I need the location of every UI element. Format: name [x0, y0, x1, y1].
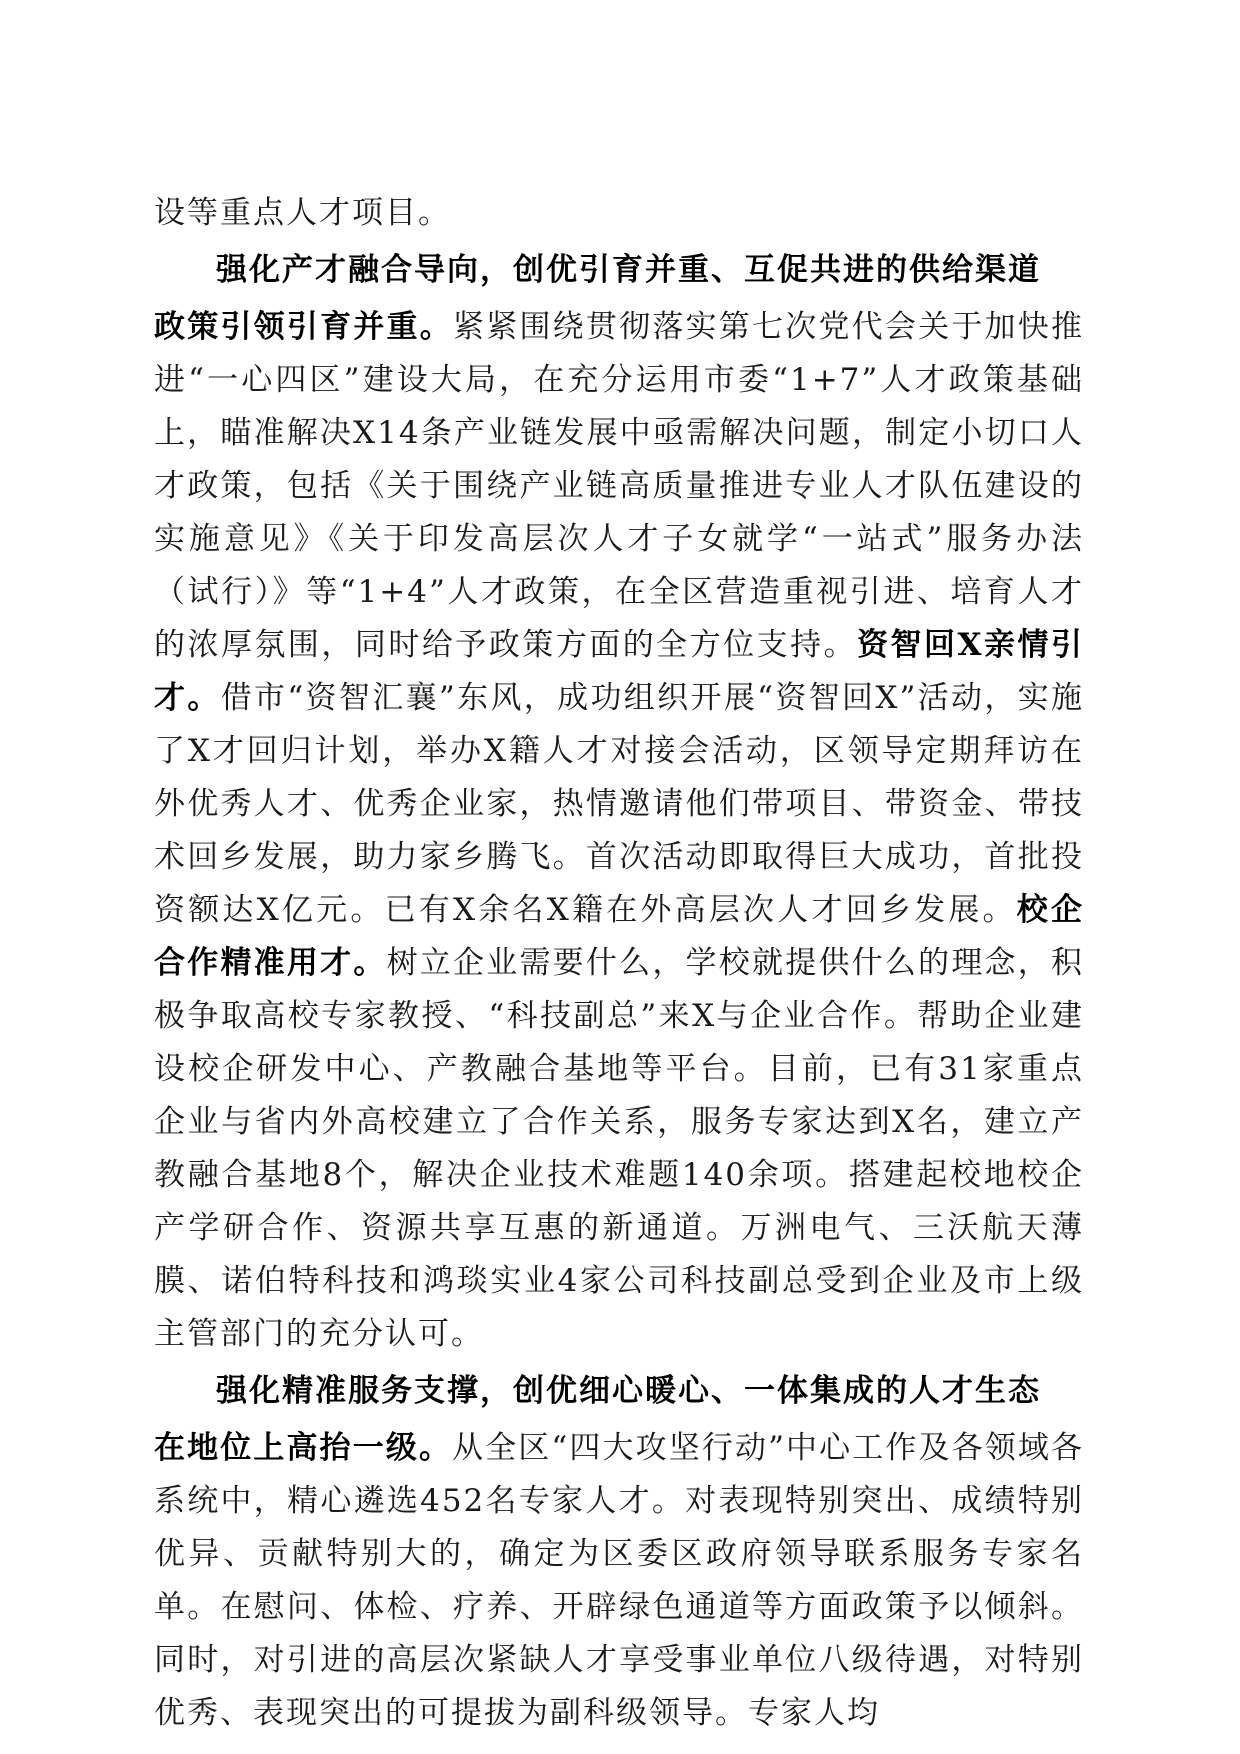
lead-phrase-policy: 政策引领引育并重。 [154, 309, 453, 345]
section-heading-industry-talent: 强化产才融合导向，创优引育并重、互促共进的供给渠道 [216, 252, 1041, 288]
body-text-policy: 紧紧围绕贯彻落实第七次党代会关于加快推进“一心四区”建设大局，在充分运用市委“1+7”人才政策基础上，瞄准解决X14条产业链发展中亟需解决问题，制定小切口人才政策，包括《关于围绕产业链高质量推进专业人才队伍建设的实施意见》《关于印发高层次人才子女就学“一站式”服务办法（试行）》等“1+4”人才政策，在全区营造重视引进、培育人才的浓厚氛围，同时给予政策方面的全方位支持。 [154, 309, 1084, 663]
body-text-return: 借市“资智汇襄”东风，成功组织开展“资智回X”活动，实施了X才回归计划，举办X籍人才对接会活动，区领导定期拜访在外优秀人才、优秀企业家，热情邀请他们带项目、带资金、带技术回乡发展，助力家乡腾飞。首次活动即取得巨大成功，首批投资额达X亿元。已有X余名X籍在外高层次人才回乡发展。 [154, 680, 1084, 928]
section-body-industry-talent [154, 301, 1084, 1361]
body-text-status: 从全区“四大攻坚行动”中心工作及各领域各系统中，精心遴选452名专家人才。对表现特别突出、成绩特别优异、贡献特别大的，确定为区委区政府领导联系服务专家名单。在慰问、体检、疗养、开辟绿色通道等方面政策予以倾斜。同时，对引进的高层次紧缺人才享受事业单位八级待遇，对特别优秀、表现突出的可提拔为副科级领导。专家人均 [154, 1430, 1084, 1731]
document-page [154, 187, 1084, 1744]
section-body-service [154, 1422, 1084, 1740]
section-heading-service: 强化精准服务支撑，创优细心暖心、一体集成的人才生态 [216, 1373, 1041, 1409]
lead-phrase-status: 在地位上高抬一级。 [154, 1430, 453, 1466]
lead-phrase-return: 资智回X亲情引才。 [154, 627, 1084, 716]
continuation-paragraph: 设等重点人才项目。 [154, 195, 451, 231]
lead-phrase-school-enterprise: 校企合作精准用才。 [154, 892, 1084, 981]
body-text-school-enterprise: 树立企业需要什么，学校就提供什么的理念，积极争取高校专家教授、“科技副总”来X与企业合作。帮助企业建设校企研发中心、产教融合基地等平台。目前，已有31家重点企业与省内外高校建立了合作关系，服务专家达到X名，建立产教融合基地8个，解决企业技术难题140余项。搭建起校地校企产学研合作、资源共享互惠的新通道。万洲电气、三沃航天薄膜、诺伯特科技和鸿琰实业4家公司科技副总受到企业及市上级主管部门的充分认可。 [154, 945, 1085, 1352]
